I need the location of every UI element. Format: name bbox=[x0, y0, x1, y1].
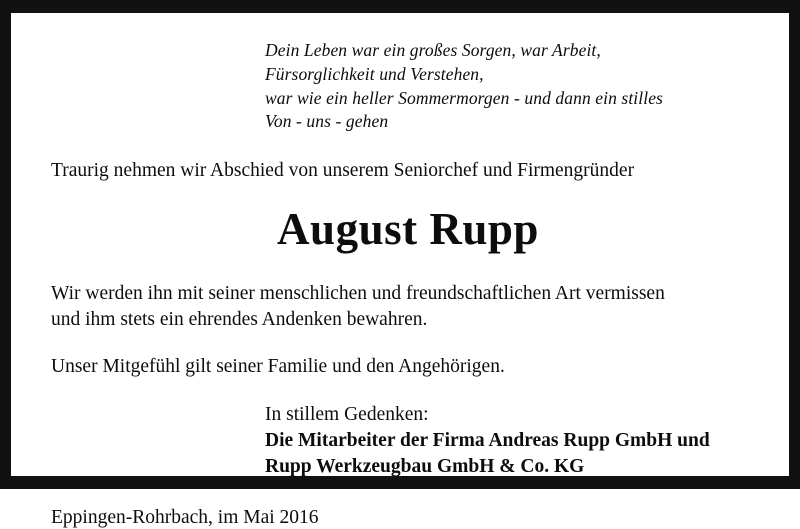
place-and-date: Eppingen-Rohrbach, im Mai 2016 bbox=[51, 506, 319, 528]
tribute-text bbox=[51, 281, 753, 332]
tribute-line-2: und ihm stets ein ehrendes Andenken bewahren. bbox=[51, 308, 428, 330]
closing-intro: In stillem Gedenken: bbox=[265, 403, 429, 425]
signatory-line-1: Die Mitarbeiter der Firma Andreas Rupp GmbH und bbox=[265, 429, 710, 451]
poem-line-3: war wie ein heller Sommermorgen - und dann ein stilles bbox=[265, 87, 663, 108]
memorial-poem bbox=[265, 29, 753, 134]
poem-line-4: Von - uns - gehen bbox=[265, 111, 389, 132]
obituary-inner bbox=[11, 13, 789, 528]
intro-text: Traurig nehmen wir Abschied von unserem Seniorchef und Firmengründer bbox=[51, 160, 635, 182]
tribute-line-1: Wir werden ihn mit seiner menschlichen und freundschaftlichen Art vermissen bbox=[51, 282, 665, 304]
sympathy-text: Unser Mitgefühl gilt seiner Familie und den Angehörigen. bbox=[51, 356, 505, 378]
closing-block bbox=[265, 402, 753, 481]
deceased-name: August Rupp bbox=[277, 203, 539, 254]
poem-line-2: Fürsorglichkeit und Verstehen, bbox=[265, 63, 484, 84]
signatory-line-2: Rupp Werkzeugbau GmbH & Co. KG bbox=[265, 456, 585, 478]
poem-line-1: Dein Leben war ein großes Sorgen, war Arbeit, bbox=[265, 40, 601, 60]
